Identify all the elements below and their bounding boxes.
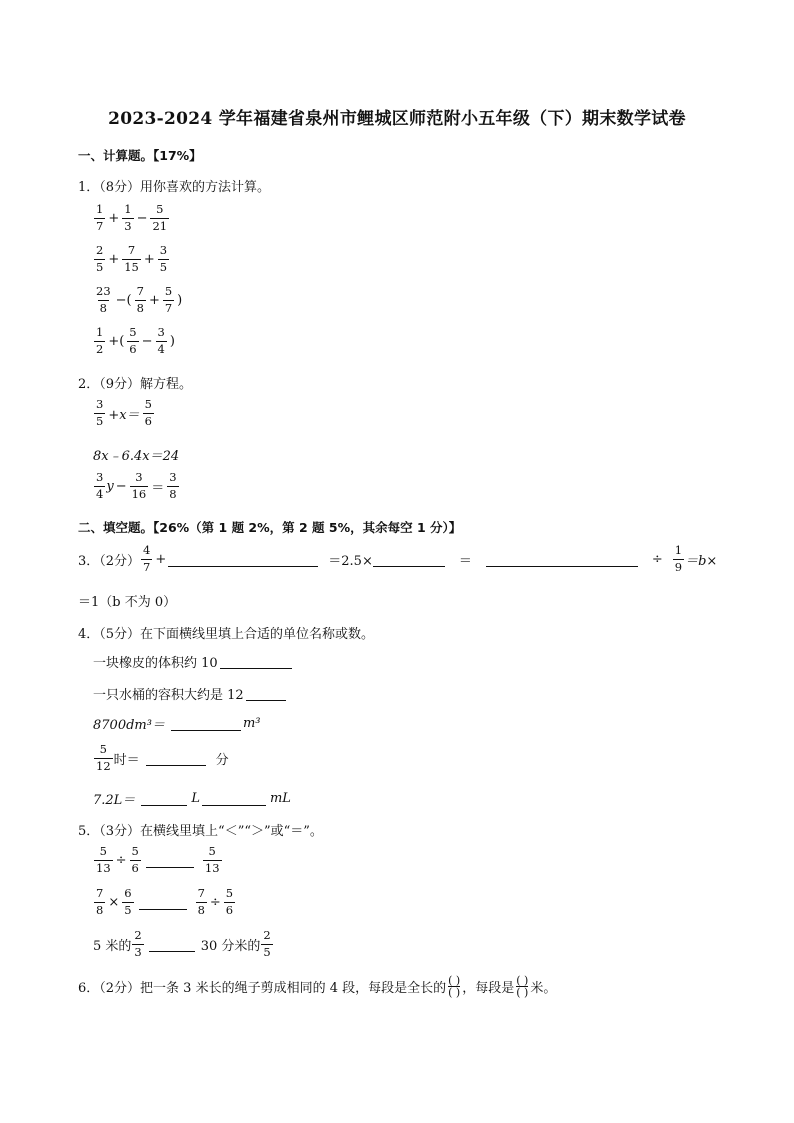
question-3: 3．（2分） $\frac{4}{7}$ + ＝2.5× ＝ ÷ $\frac{1}{9}$ ＝b×: [78, 543, 718, 574]
q4-row-4: $\frac{5}{12}$ 时＝ 分: [96, 742, 229, 773]
fraction: $\frac{5}{6}$: [131, 844, 139, 875]
fraction: $\frac{1}{2}$: [96, 325, 104, 356]
fraction: $\frac{3}{16}$: [131, 470, 147, 501]
fraction: $\frac{1}{7}$: [96, 202, 104, 233]
q1-item-1: $\frac{1}{7}$ + $\frac{1}{3}$ − $\frac{5}{21}$: [96, 202, 168, 233]
question-5: 5．（3分）在横线里填上“＜”“＞”或“＝”。: [78, 824, 323, 839]
q2-equation-3: $\frac{3}{4}$ y − $\frac{3}{16}$ ＝ $\frac{3}{8}$: [96, 470, 177, 501]
answer-blank[interactable]: [149, 937, 195, 952]
exam-title: 2023-2024 学年福建省泉州市鲤城区师范附小五年级（下）期末数学试卷: [108, 109, 686, 129]
fraction: $\frac{1}{9}$: [674, 543, 683, 574]
fraction: $\frac{2}{3}$: [134, 928, 142, 959]
fraction-blank[interactable]: ( ) ( ): [516, 974, 529, 999]
answer-blank[interactable]: [171, 716, 241, 731]
fraction: $\frac{5}{13}$: [204, 844, 220, 875]
fraction: $\frac{6}{5}$: [124, 886, 132, 917]
fraction: $\frac{7}{8}$: [136, 284, 144, 315]
section-fill-in-heading: 二、填空题。【26%（第 1 题 2%，第 2 题 5%，其余每空 1 分）】: [78, 520, 462, 535]
fraction: $\frac{2}{5}$: [263, 928, 271, 959]
question-6: 6．（2分）把一条 3 米长的绳子剪成相同的 4 段，每段是全长的 ( ) ( ) ，每段是 ( ) ( ) 米。: [78, 974, 557, 999]
fraction: $\frac{3}{5}$: [159, 243, 168, 274]
answer-blank[interactable]: [146, 853, 194, 868]
q5-compare-1: $\frac{5}{13}$ ÷ $\frac{5}{6}$ $\frac{5}{13}$: [96, 844, 220, 875]
q5-compare-2: $\frac{7}{8}$ × $\frac{6}{5}$ $\frac{7}{8}$ ÷ $\frac{5}{6}$: [96, 886, 234, 917]
fraction: $\frac{2}{5}$: [96, 243, 104, 274]
fraction: $\frac{7}{8}$: [96, 886, 104, 917]
fraction: $\frac{3}{4}$: [157, 325, 165, 356]
answer-blank[interactable]: [146, 751, 206, 766]
q4-row-3: 8700dm³＝ m³: [93, 716, 261, 733]
question-1: 1．（8分）用你喜欢的方法计算。: [78, 180, 271, 195]
q1-item-4: $\frac{1}{2}$ +( $\frac{5}{6}$ − $\frac{3}{4}$ ): [96, 325, 175, 356]
section-calculation-heading: 一、计算题。【17%】: [78, 148, 202, 163]
fraction: $\frac{4}{7}$: [143, 543, 151, 574]
fraction: $\frac{1}{3}$: [124, 202, 132, 233]
fraction: $\frac{5}{7}$: [164, 284, 173, 315]
answer-blank[interactable]: [373, 552, 445, 567]
answer-blank[interactable]: [486, 552, 638, 567]
fraction: $\frac{7}{15}$: [124, 243, 139, 274]
question-2: 2．（9分）解方程。: [78, 377, 193, 392]
fraction: $\frac{3}{5}$: [96, 397, 104, 428]
q4-row-1: 一块橡皮的体积约 10: [93, 652, 292, 671]
question-3-continued: ＝1（b 不为 0）: [78, 595, 177, 610]
fraction: $\frac{5}{6}$: [225, 886, 234, 917]
fraction: $\frac{5}{21}$: [152, 202, 168, 233]
answer-blank[interactable]: [220, 654, 292, 669]
fraction-blank[interactable]: ( ) ( ): [448, 974, 461, 999]
fraction: $\frac{5}{13}$: [96, 844, 111, 875]
answer-blank[interactable]: [246, 686, 286, 701]
q4-row-2: 一只水桶的容积大约是 12: [93, 684, 286, 703]
q1-item-3: $\frac{23}{8}$ −( $\frac{7}{8}$ + $\frac{5}{7}$ ): [96, 284, 183, 315]
fraction: $\frac{5}{6}$: [129, 325, 137, 356]
fraction: $\frac{3}{8}$: [169, 470, 177, 501]
fraction: $\frac{5}{12}$: [96, 742, 111, 773]
fraction: $\frac{3}{4}$: [96, 470, 104, 501]
fraction: $\frac{5}{6}$: [144, 397, 152, 428]
answer-blank[interactable]: [168, 552, 318, 567]
q2-equation-2: 8x﹣6.4x＝24: [93, 449, 180, 464]
q5-compare-3: 5 米的 $\frac{2}{3}$ 30 分米的 $\frac{2}{5}$: [93, 928, 271, 959]
q1-item-2: $\frac{2}{5}$ + $\frac{7}{15}$ + $\frac{3}{5}$: [96, 243, 168, 274]
question-4: 4．（5分）在下面横线里填上合适的单位名称或数。: [78, 627, 375, 642]
answer-blank[interactable]: [141, 791, 187, 806]
answer-blank[interactable]: [202, 791, 266, 806]
q4-row-5: 7.2L＝ L mL: [93, 791, 291, 808]
answer-blank[interactable]: [139, 895, 187, 910]
fraction: $\frac{7}{8}$: [197, 886, 205, 917]
q2-equation-1: $\frac{3}{5}$ +x＝ $\frac{5}{6}$: [96, 397, 152, 428]
fraction: $\frac{23}{8}$: [96, 284, 111, 315]
